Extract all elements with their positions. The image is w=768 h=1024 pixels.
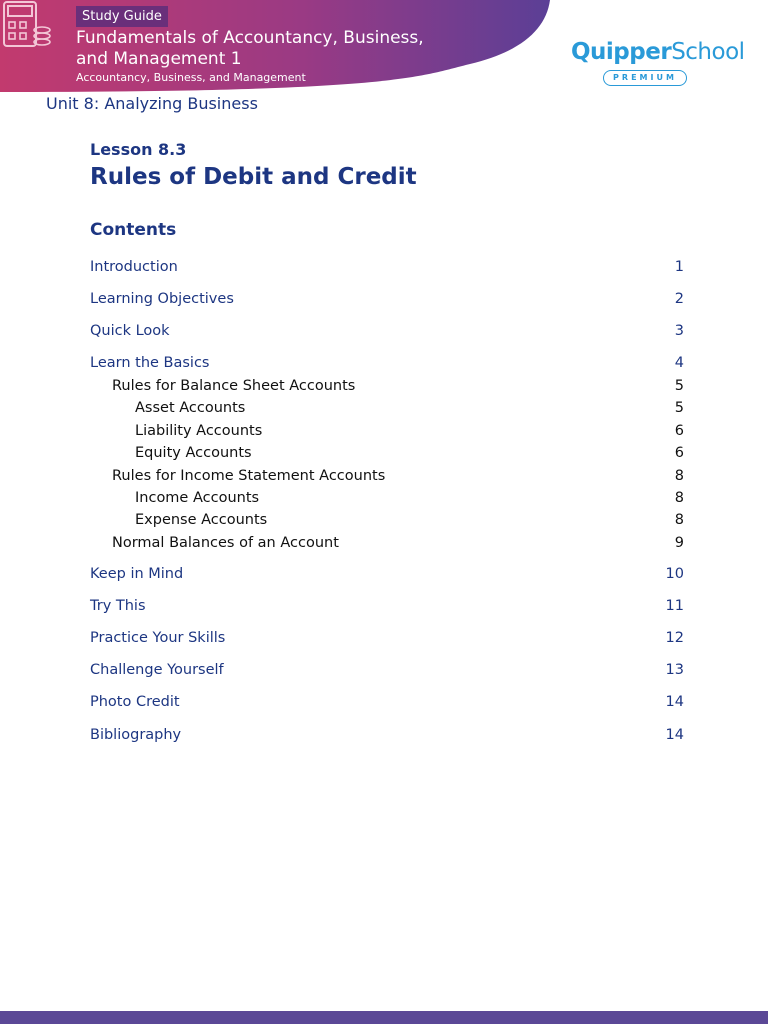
- toc-entry-label: Rules for Income Statement Accounts: [112, 468, 386, 484]
- toc-entry-page: 2: [674, 291, 684, 307]
- toc-entry[interactable]: [90, 320, 684, 342]
- toc-entry[interactable]: [90, 352, 684, 374]
- toc-entry-label: Keep in Mind: [90, 566, 184, 582]
- toc-entry-page: 6: [674, 445, 684, 461]
- toc-entry-page: 8: [674, 490, 684, 506]
- toc-entry[interactable]: [90, 288, 684, 310]
- toc-entry-label: Challenge Yourself: [90, 662, 224, 678]
- toc-entry-label: Quick Look: [90, 323, 170, 339]
- toc-entry-page: 12: [665, 630, 684, 646]
- toc-subentry[interactable]: [90, 442, 684, 464]
- toc-subentry[interactable]: [90, 375, 684, 397]
- toc-entry-page: 14: [665, 727, 684, 743]
- toc-entry[interactable]: [90, 595, 684, 617]
- footer-bar: [0, 1011, 768, 1024]
- lesson-number: Lesson 8.3: [90, 140, 187, 159]
- study-guide-badge: Study Guide: [76, 6, 168, 27]
- quipper-school-logo: [571, 38, 745, 86]
- toc-entry-label: Practice Your Skills: [90, 630, 226, 646]
- toc-entry-page: 5: [674, 400, 684, 416]
- toc-entry-label: Liability Accounts: [135, 423, 263, 439]
- toc-entry-page: 3: [674, 323, 684, 339]
- toc-entry-label: Asset Accounts: [135, 400, 246, 416]
- toc-entry[interactable]: [90, 724, 684, 746]
- toc-entry-page: 13: [665, 662, 684, 678]
- toc-entry[interactable]: [90, 256, 684, 278]
- toc-entry-label: Introduction: [90, 259, 178, 275]
- toc-entry[interactable]: [90, 627, 684, 649]
- toc-entry-label: Learn the Basics: [90, 355, 210, 371]
- toc-entry-page: 4: [674, 355, 684, 371]
- toc-entry-label: Bibliography: [90, 727, 182, 743]
- toc-entry-page: 9: [674, 535, 684, 551]
- toc-entry-page: 10: [665, 566, 684, 582]
- toc-entry-page: 5: [674, 378, 684, 394]
- toc-entry[interactable]: [90, 691, 684, 713]
- lesson-title: Rules of Debit and Credit: [90, 164, 417, 190]
- toc-entry-page: 6: [674, 423, 684, 439]
- toc-entry[interactable]: [90, 563, 684, 585]
- course-subtitle: Accountancy, Business, and Management: [76, 71, 306, 84]
- toc-entry-page: 8: [674, 468, 684, 484]
- toc-entry-page: 8: [674, 512, 684, 528]
- toc-subentry[interactable]: [90, 465, 684, 487]
- toc-entry-page: 14: [665, 694, 684, 710]
- toc-entry-label: Try This: [90, 598, 146, 614]
- toc-entry-label: Photo Credit: [90, 694, 180, 710]
- toc-subentry[interactable]: [90, 397, 684, 419]
- toc-subentry[interactable]: [90, 487, 684, 509]
- calculator-icon: [0, 0, 52, 52]
- toc-entry-label: Rules for Balance Sheet Accounts: [112, 378, 356, 394]
- contents-heading: Contents: [90, 220, 177, 240]
- course-title: Fundamentals of Accountancy, Business, and Management 1: [76, 28, 424, 69]
- unit-title: Unit 8: Analyzing Business: [46, 94, 258, 113]
- toc-entry-label: Learning Objectives: [90, 291, 234, 307]
- toc-subentry[interactable]: [90, 532, 684, 554]
- toc-entry-label: Normal Balances of an Account: [112, 535, 339, 551]
- toc-subentry[interactable]: [90, 420, 684, 442]
- toc-entry-label: Expense Accounts: [135, 512, 268, 528]
- toc-entry-page: 11: [665, 598, 684, 614]
- toc-entry-page: 1: [674, 259, 684, 275]
- logo-premium-tag: PREMIUM: [603, 70, 687, 86]
- logo-wordmark: QuipperSchool: [571, 39, 745, 65]
- toc-entry[interactable]: [90, 659, 684, 681]
- toc-entry-label: Equity Accounts: [135, 445, 252, 461]
- toc-subentry[interactable]: [90, 509, 684, 531]
- toc-entry-label: Income Accounts: [135, 490, 260, 506]
